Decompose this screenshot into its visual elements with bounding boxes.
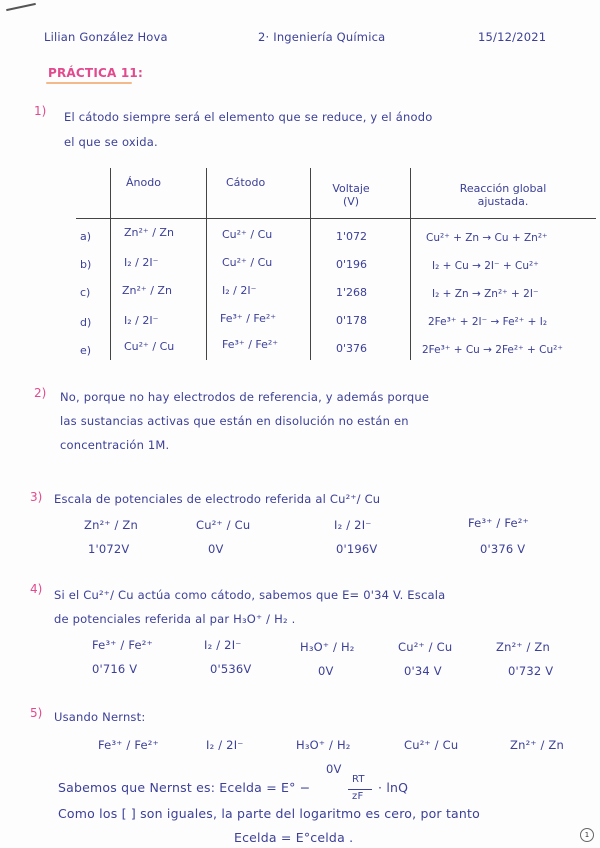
q5-conclusion-line: Como los [ ] son iguales, la parte del logaritmo es cero, por tanto [58, 806, 480, 821]
student-name: Lilian González Hova [44, 30, 168, 44]
table-vline-4 [410, 168, 411, 360]
pencil-mark [6, 3, 36, 11]
table-header-line [76, 218, 596, 219]
q2-line1: No, porque no hay electrodos de referencia, y además porque [60, 390, 430, 404]
table-vline-2 [206, 168, 207, 360]
q3-pair: Fe³⁺ / Fe²⁺ [468, 516, 529, 530]
q4-pair: Cu²⁺ / Cu [398, 640, 453, 654]
cathode-cell: Cu²⁺ / Cu [222, 256, 273, 269]
voltage-cell: 0'376 [336, 342, 368, 355]
nernst-fraction-numerator: RT [352, 774, 365, 785]
course-label: 2· Ingeniería Química [258, 30, 386, 44]
q4-pair: Zn²⁺ / Zn [496, 640, 550, 654]
practice-title: PRÁCTICA 11: [48, 66, 143, 80]
q2-line2: las sustancias activas que están en disolución no están en [60, 414, 409, 428]
q5-pair: Fe³⁺ / Fe²⁺ [98, 738, 159, 752]
q2-line3: concentración 1M. [60, 438, 170, 452]
nernst-fraction-bar [348, 789, 372, 790]
reaction-cell: I₂ + Zn → Zn²⁺ + 2I⁻ [432, 288, 539, 300]
reaction-cell: I₂ + Cu → 2I⁻ + Cu²⁺ [432, 260, 539, 272]
anode-cell: I₂ / 2I⁻ [124, 256, 159, 269]
q1-text-line2: el que se oxida. [64, 135, 158, 149]
page-number: 1 [580, 828, 594, 842]
table-vline-3 [310, 168, 311, 360]
q3-pair: Zn²⁺ / Zn [84, 518, 138, 532]
reaction-cell: 2Fe³⁺ + Cu → 2Fe²⁺ + Cu²⁺ [422, 344, 563, 356]
q3-value: 0'376 V [480, 542, 526, 556]
col-header-reaction: Reacción global ajustada. [459, 182, 547, 208]
date-label: 15/12/2021 [478, 30, 547, 44]
q3-value: 1'072V [88, 542, 130, 556]
q5-pair: I₂ / 2I⁻ [206, 738, 244, 752]
anode-cell: Zn²⁺ / Zn [124, 226, 174, 239]
q4-number: 4) [30, 582, 43, 596]
title-underline [46, 82, 132, 84]
q4-line1: Si el Cu²⁺/ Cu actúa como cátodo, sabemos que E= 0'34 V. Escala [54, 588, 446, 602]
q3-value: 0'196V [336, 542, 378, 556]
q3-pair: I₂ / 2I⁻ [334, 518, 372, 532]
nernst-ln-term: · lnQ [378, 780, 409, 795]
row-label: e) [80, 344, 92, 357]
anode-cell: I₂ / 2I⁻ [124, 314, 159, 327]
cathode-cell: Fe³⁺ / Fe²⁺ [222, 338, 279, 351]
q4-line2: de potenciales referida al par H₃O⁺ / H₂ . [54, 612, 296, 626]
q3-number: 3) [30, 490, 43, 504]
table-vline-1 [110, 168, 111, 360]
q4-value: 0V [318, 664, 334, 678]
row-label: d) [80, 316, 92, 329]
q5-pair: Cu²⁺ / Cu [404, 738, 459, 752]
voltage-cell: 1'268 [336, 286, 368, 299]
q5-number: 5) [30, 706, 43, 720]
q5-pair: H₃O⁺ / H₂ [296, 738, 351, 752]
q2-number: 2) [34, 386, 47, 400]
q4-pair: H₃O⁺ / H₂ [300, 640, 355, 654]
col-header-anode: Ánodo [126, 176, 161, 189]
voltage-cell: 1'072 [336, 230, 368, 243]
voltage-cell: 0'178 [336, 314, 368, 327]
cathode-cell: Cu²⁺ / Cu [222, 228, 273, 241]
q4-pair: Fe³⁺ / Fe²⁺ [92, 638, 153, 652]
q3-pair: Cu²⁺ / Cu [196, 518, 251, 532]
nernst-fraction-denominator: zF [352, 791, 364, 802]
row-label: a) [80, 230, 92, 243]
nernst-line: Sabemos que Nernst es: Ecelda = E° − [58, 780, 311, 795]
q1-text-line1: El cátodo siempre será el elemento que se reduce, y el ánodo [64, 110, 433, 124]
voltage-cell: 0'196 [336, 258, 368, 271]
q4-value: 0'536V [210, 662, 252, 676]
cathode-cell: Fe³⁺ / Fe²⁺ [220, 312, 277, 325]
cathode-cell: I₂ / 2I⁻ [222, 284, 257, 297]
q4-value: 0'34 V [404, 664, 442, 678]
q3-line1: Escala de potenciales de electrodo referida al Cu²⁺/ Cu [54, 492, 381, 506]
q4-value: 0'716 V [92, 662, 138, 676]
col-header-cathode: Cátodo [226, 176, 266, 189]
col-header-voltage: Voltaje (V) [332, 182, 370, 208]
q1-number: 1) [34, 104, 47, 118]
reaction-cell: Cu²⁺ + Zn → Cu + Zn²⁺ [426, 232, 548, 244]
q4-pair: I₂ / 2I⁻ [204, 638, 242, 652]
anode-cell: Zn²⁺ / Zn [122, 284, 172, 297]
row-label: b) [80, 258, 92, 271]
q5-pair: Zn²⁺ / Zn [510, 738, 564, 752]
anode-cell: Cu²⁺ / Cu [124, 340, 175, 353]
q4-value: 0'732 V [508, 664, 554, 678]
reaction-cell: 2Fe³⁺ + 2I⁻ → Fe²⁺ + I₂ [428, 316, 548, 328]
q5-line1: Usando Nernst: [54, 710, 146, 724]
q3-value: 0V [208, 542, 224, 556]
q5-center-value: 0V [326, 762, 342, 776]
row-label: c) [80, 286, 91, 299]
q5-result-line: Ecelda = E°celda . [234, 830, 354, 845]
